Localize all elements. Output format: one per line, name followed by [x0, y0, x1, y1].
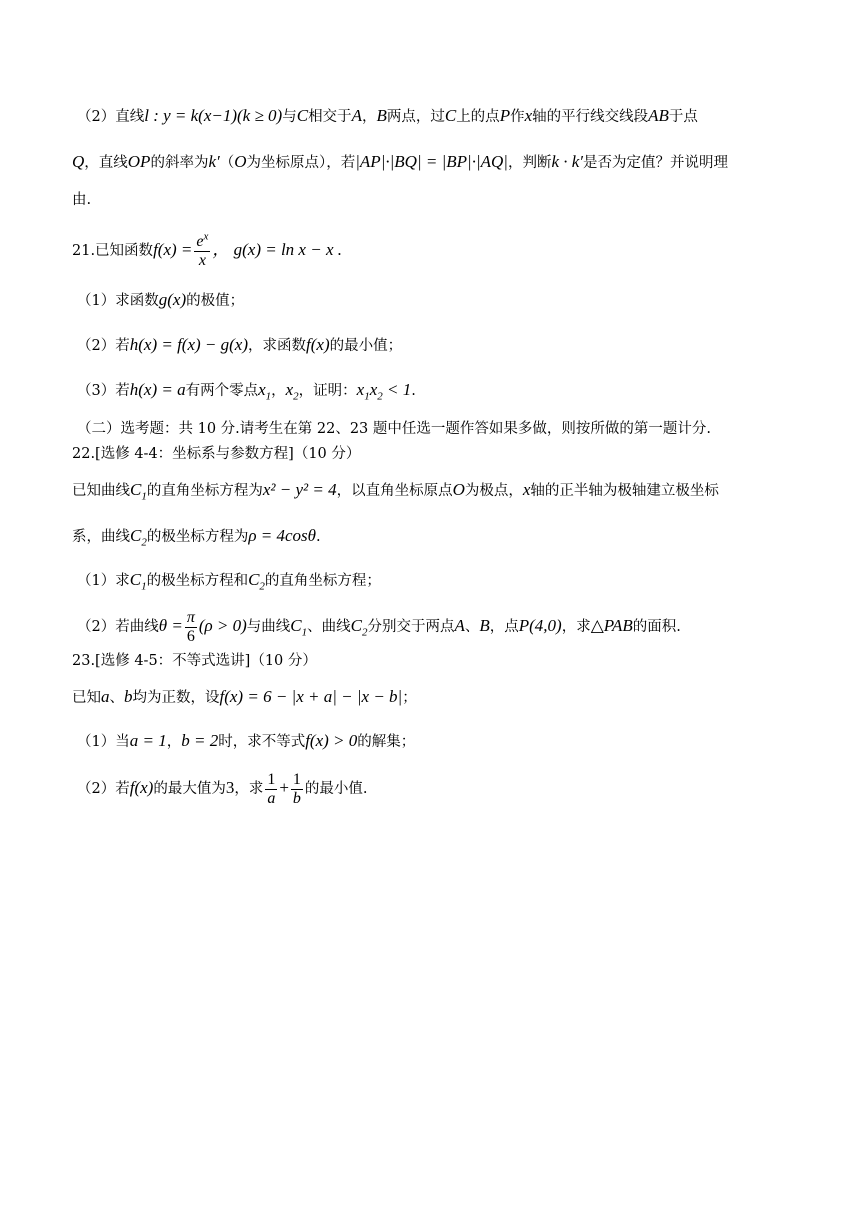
text: 的直角坐标方程为	[146, 483, 263, 499]
symbol-OP: OP	[127, 152, 151, 171]
symbol-x: x	[522, 480, 531, 499]
text: C	[248, 570, 260, 589]
math-C1: $C_1$	[130, 480, 147, 503]
text: 1	[292, 770, 301, 788]
q23-heading	[72, 651, 792, 671]
text: （	[219, 155, 235, 171]
text: π	[186, 608, 195, 626]
text: （3）若	[77, 383, 130, 399]
math-C2: $C_2$	[248, 570, 265, 593]
text: 轴的平行线交线段	[532, 109, 649, 125]
text: 由.	[72, 192, 92, 208]
text: ，求函数	[248, 338, 307, 354]
q21-part3	[77, 380, 797, 401]
text: x	[203, 230, 209, 243]
math: h(x) = f(x) − g(x)	[129, 335, 249, 354]
q22-part1	[77, 570, 797, 591]
text: 为极点，	[464, 483, 523, 499]
math-polar: ρ = 4cosθ	[248, 526, 316, 545]
math-hyperbola: x² − y² = 4	[262, 480, 337, 499]
math: f(x)	[129, 778, 154, 797]
text: 两点，过	[386, 109, 445, 125]
q22-part2	[77, 606, 797, 646]
text: C	[130, 480, 142, 499]
text: （2）直线	[77, 109, 145, 125]
text: 已知	[72, 690, 101, 706]
math: b = 2	[181, 731, 219, 750]
text: 系，曲线	[72, 529, 130, 545]
symbol-b: b	[124, 687, 133, 706]
text: 1	[267, 770, 276, 788]
text: x	[369, 380, 378, 399]
symbol-P: P	[499, 106, 511, 125]
text: ，以直角坐标原点	[336, 483, 453, 499]
elective-note	[77, 419, 797, 439]
symbol-k-times-k-prime: k · k′	[551, 152, 584, 171]
text: 是否为定值？并说明理	[583, 155, 729, 171]
fraction-e-x-over-x	[194, 230, 210, 270]
math: g(x)	[158, 290, 187, 309]
q20-part2-line2	[72, 152, 792, 173]
math: P(4,0)	[518, 616, 562, 635]
text: ，	[271, 383, 286, 399]
text: 的直角坐标方程；	[264, 573, 381, 589]
text: ，点	[489, 619, 519, 635]
symbol-B: B	[376, 106, 387, 125]
text: x	[356, 380, 365, 399]
text: ；	[402, 690, 417, 706]
text: （1）当	[77, 734, 130, 750]
text: e	[196, 232, 204, 250]
text: 已知曲线	[72, 483, 130, 499]
math-C2: $C_2$	[130, 526, 147, 549]
symbol-C: C	[444, 106, 457, 125]
text: （2）若	[77, 338, 130, 354]
text: 与曲线	[246, 619, 291, 635]
text: C	[350, 616, 362, 635]
text: ，	[166, 734, 182, 750]
symbol-x: x	[524, 106, 533, 125]
function-f-lhs: f(x) =	[153, 240, 193, 259]
symbol-O: O	[234, 152, 247, 171]
text: 的最小值.	[304, 781, 368, 797]
text: 的极坐标方程和	[146, 573, 249, 589]
symbol-AB: AB	[648, 106, 669, 125]
text: 的极坐标方程为	[146, 529, 249, 545]
math: θ =	[158, 616, 183, 635]
text: 均为正数，设	[132, 690, 220, 706]
q20-part2-line1	[77, 106, 797, 127]
symbol-O: O	[452, 480, 465, 499]
q20-part2-line3	[72, 190, 792, 210]
math: (ρ > 0)	[198, 616, 247, 635]
fraction-1-over-b	[291, 771, 303, 808]
text: b	[292, 789, 301, 807]
function-g-def: ， g(x) = ln x − x .	[212, 240, 342, 259]
math-x1x2-lt-1: $x_1x_2 < 1$	[356, 380, 412, 403]
text: 分别交于两点	[367, 619, 455, 635]
text: ，求	[234, 781, 264, 797]
text: 的极值；	[186, 293, 245, 309]
text: （1）求	[77, 573, 130, 589]
text: 相交于	[308, 109, 352, 125]
text: a	[267, 789, 276, 807]
text: 上的点	[456, 109, 500, 125]
symbol-Q: Q	[72, 152, 85, 171]
distance-equation: |AP|·|BQ| = |BP|·|AQ|	[355, 152, 508, 171]
text: C	[129, 570, 142, 589]
math-C2: $C_2$	[350, 616, 368, 639]
text: x	[285, 380, 294, 399]
text: .	[316, 529, 321, 545]
text: 、曲线	[307, 619, 351, 635]
question-heading: 22.[选修 4-4：坐标系与参数方程]（10 分）	[72, 446, 361, 462]
text: 时，求不等式	[218, 734, 306, 750]
symbol-A: A	[351, 106, 362, 125]
math-x1: $x_1$	[258, 380, 272, 403]
text: 为坐标原点），若	[246, 155, 356, 171]
text: ，	[361, 109, 377, 125]
text: ，证明：	[298, 383, 357, 399]
text: 、	[464, 619, 480, 635]
q21-part1	[77, 290, 797, 311]
text: < 1	[387, 380, 412, 399]
text: 的斜率为	[150, 155, 209, 171]
math-function-f: f(x) = 6 − |x + a| − |x − b|	[219, 687, 403, 706]
text: 、	[109, 690, 124, 706]
fraction-pi-over-6	[185, 609, 197, 646]
symbol-A: A	[454, 616, 465, 635]
text: 的最大值为	[153, 781, 226, 797]
text: （2）若	[77, 781, 130, 797]
q22-stem-line1	[72, 480, 792, 501]
q22-heading	[72, 444, 792, 464]
math: f(x)	[306, 335, 330, 354]
text: 于点	[668, 109, 698, 125]
line-equation: l : y = k(x−1)(k ≥ 0)	[144, 106, 283, 125]
math: a = 1	[129, 731, 167, 750]
q22-stem-line2	[72, 526, 792, 547]
math-x2: $x_2$	[285, 380, 299, 403]
q21-stem	[72, 230, 792, 270]
text: C	[290, 616, 302, 635]
text: 6	[186, 627, 195, 645]
q23-stem	[72, 687, 792, 708]
q23-part1	[77, 731, 797, 752]
text: 与	[282, 109, 297, 125]
text: 的面积.	[632, 619, 681, 635]
text: 的最小值；	[329, 338, 403, 354]
text: （2）若曲线	[77, 619, 159, 635]
q21-part2	[77, 335, 797, 356]
math: h(x) = a	[129, 380, 186, 399]
fraction-1-over-a	[265, 771, 277, 808]
symbol-C: C	[296, 106, 309, 125]
text: .	[411, 383, 416, 399]
text: ，直线	[84, 155, 128, 171]
text: 有两个零点	[185, 383, 259, 399]
math-C1: $C_1$	[290, 616, 308, 639]
text: x	[198, 251, 206, 269]
text: （二）选考题：共 10 分.请考生在第 22、23 题中任选一题作答如果多做，则按所做的第一题计分.	[77, 421, 712, 437]
text: ，判断	[507, 155, 552, 171]
text: x	[258, 380, 266, 399]
text: ，求	[561, 619, 591, 635]
math-triangle-PAB: △PAB	[590, 616, 633, 635]
text: （1）求函数	[77, 293, 159, 309]
text: 作	[510, 109, 525, 125]
plus-sign: +	[279, 778, 289, 797]
text: 轴的正半轴为极轴建立极坐标	[530, 483, 719, 499]
q23-part2	[77, 768, 797, 808]
question-heading: 23.[选修 4-5：不等式选讲]（10 分）	[72, 653, 317, 669]
symbol-k-prime: k′	[208, 152, 220, 171]
math: 3	[225, 778, 235, 797]
math-C1: $C_1$	[129, 570, 147, 593]
text: C	[130, 526, 142, 545]
math: f(x) > 0	[305, 731, 358, 750]
symbol-B: B	[479, 616, 490, 635]
question-number: 21.已知函数	[72, 243, 154, 259]
text: 的解集；	[357, 734, 416, 750]
symbol-a: a	[101, 687, 110, 706]
